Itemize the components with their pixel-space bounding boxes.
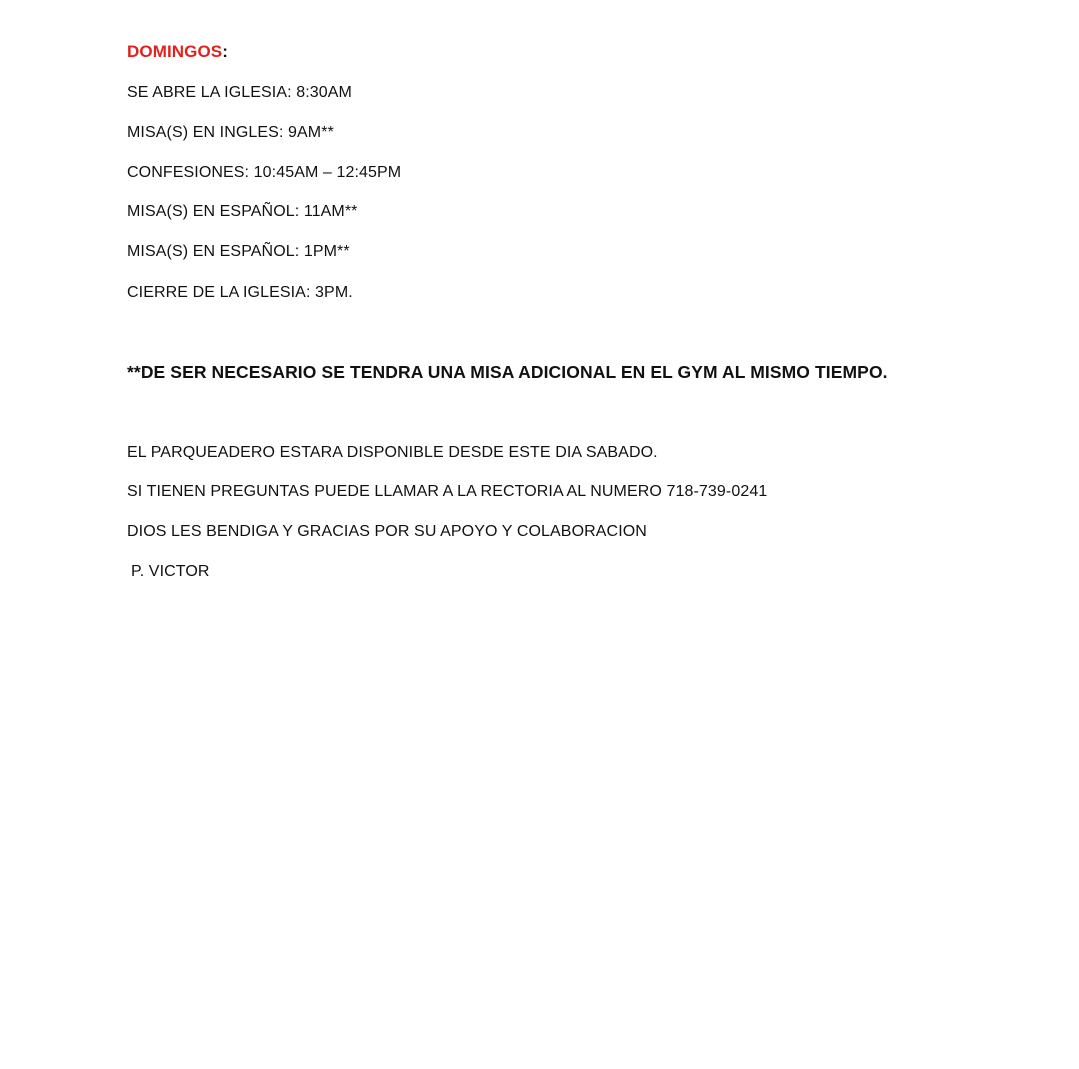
signature: P. VICTOR xyxy=(131,563,210,580)
heading-colon: : xyxy=(222,42,229,61)
schedule-line-confessions: CONFESIONES: 10:45AM – 12:45PM xyxy=(127,164,402,181)
schedule-line-english-mass: MISA(S) EN INGLES: 9AM** xyxy=(127,124,334,141)
schedule-line-spanish-mass-11: MISA(S) EN ESPAÑOL: 11AM** xyxy=(127,203,358,220)
schedule-line-spanish-mass-1: MISA(S) EN ESPAÑOL: 1PM** xyxy=(127,243,350,260)
heading-title: DOMINGOS xyxy=(127,42,223,61)
section-heading xyxy=(127,42,228,62)
info-line-contact-phone: SI TIENEN PREGUNTAS PUEDE LLAMAR A LA RECTORIA AL NUMERO 718-739-0241 xyxy=(127,483,768,500)
info-line-parking: EL PARQUEADERO ESTARA DISPONIBLE DESDE ESTE DIA SABADO. xyxy=(127,444,658,461)
info-line-blessing: DIOS LES BENDIGA Y GRACIAS POR SU APOYO Y COLABORACION xyxy=(127,523,647,540)
additional-mass-notice: **DE SER NECESARIO SE TENDRA UNA MISA ADICIONAL EN EL GYM AL MISMO TIEMPO. xyxy=(127,362,888,382)
schedule-line-church-closes: CIERRE DE LA IGLESIA: 3PM. xyxy=(127,284,353,301)
schedule-line-church-opens: SE ABRE LA IGLESIA: 8:30AM xyxy=(127,84,352,101)
